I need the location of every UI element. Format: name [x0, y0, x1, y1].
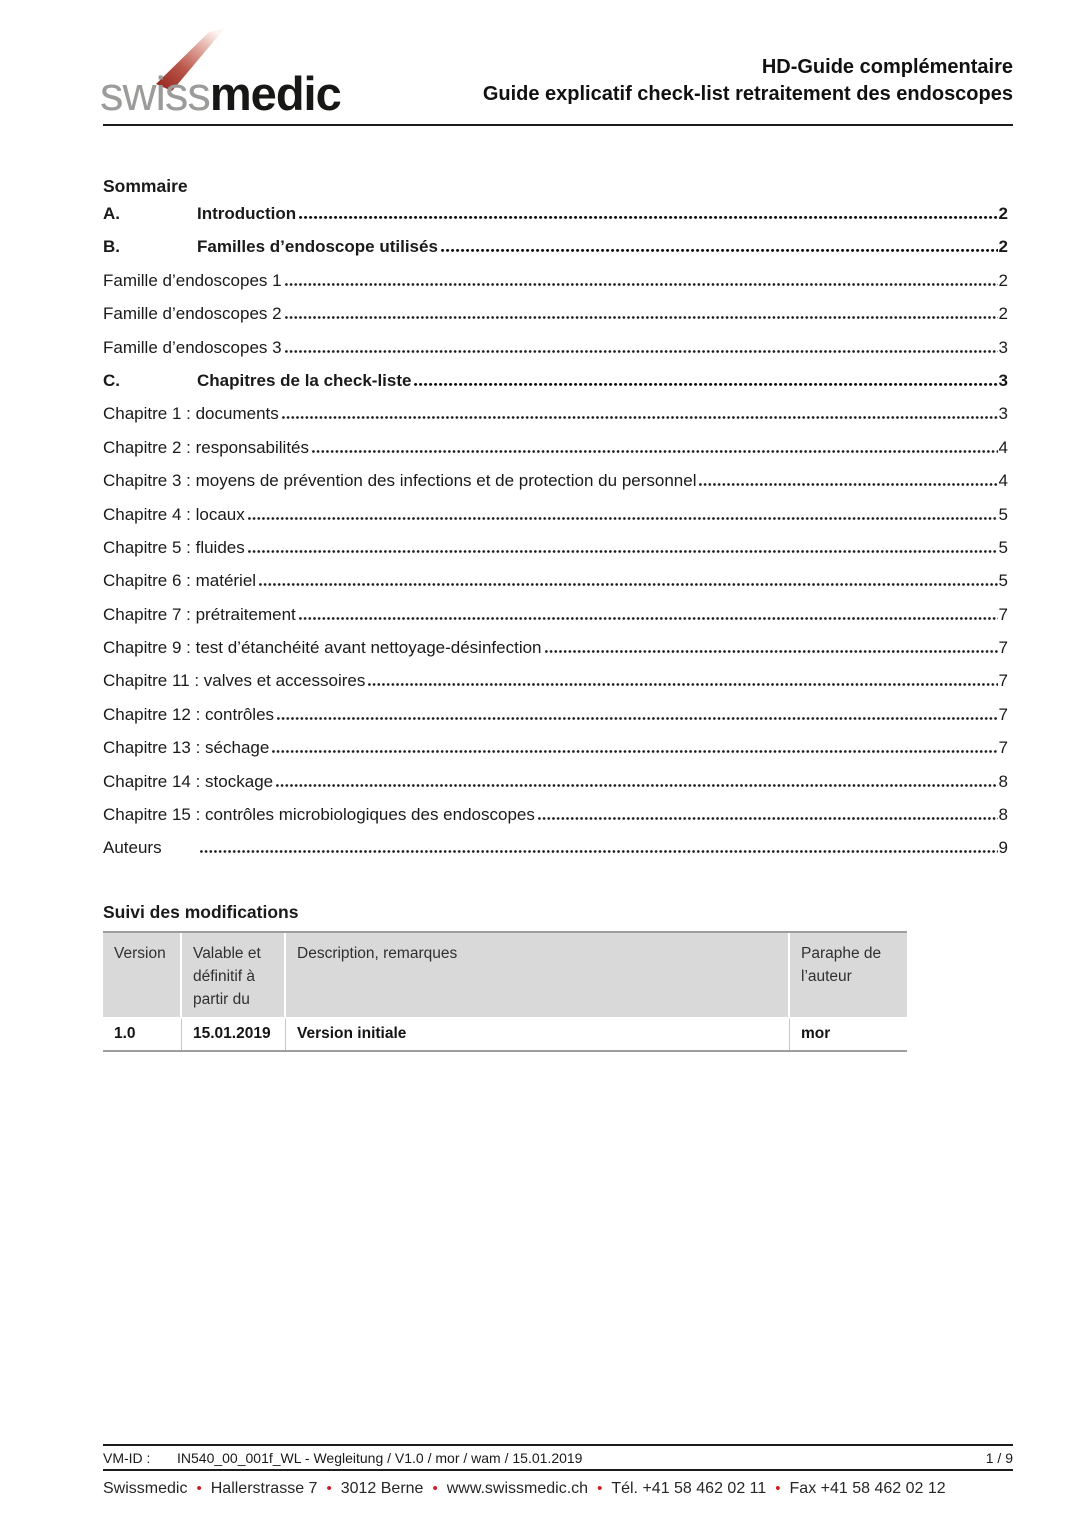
toc-leader-dots: [299, 216, 997, 219]
toc-entry-page: 2: [998, 304, 1008, 324]
toc-entry-title: Famille d’endoscopes 3: [103, 337, 282, 357]
toc-entry-page: 7: [998, 738, 1008, 758]
header-title-line1: HD-Guide complémentaire: [761, 56, 1013, 78]
toc-entry-label: B.: [103, 237, 120, 257]
toc-entry[interactable]: [103, 297, 1008, 330]
table-of-contents: [103, 176, 1008, 865]
toc-entry[interactable]: [103, 564, 1008, 597]
column-header-valid-from: Valable et définitif à partir du: [182, 933, 286, 1017]
footer-vm-id-row: [103, 1447, 1013, 1468]
address-street: Hallerstrasse 7: [210, 1480, 318, 1497]
column-header-description: Description, remarques: [286, 933, 790, 1017]
toc-entry[interactable]: [103, 264, 1008, 297]
address-city: 3012 Berne: [340, 1480, 424, 1497]
toc-leader-dots: [285, 316, 998, 319]
toc-leader-dots: [277, 717, 997, 720]
toc-leader-dots: [414, 383, 997, 386]
toc-entry-title: Chapitre 15 : contrôles microbiologiques des endoscopes: [103, 805, 535, 825]
toc-entry-page: 3: [998, 404, 1008, 424]
toc-heading: Sommaire: [103, 176, 188, 196]
toc-leader-dots: [299, 617, 998, 620]
toc-entry[interactable]: [103, 397, 1008, 430]
toc-entry-page: 8: [998, 805, 1008, 825]
toc-entry[interactable]: [103, 197, 1008, 230]
toc-leader-dots: [312, 450, 998, 453]
toc-entry[interactable]: [103, 731, 1008, 764]
toc-entry-page: 3: [998, 370, 1008, 390]
toc-entry-title: Chapitre 1 : documents: [103, 404, 279, 424]
toc-entry[interactable]: [103, 798, 1008, 831]
column-header-author-initials: Paraphe de l’auteur: [790, 933, 907, 1017]
toc-entry-page: 3: [998, 337, 1008, 357]
toc-entry-title: Famille d’endoscopes 1: [103, 270, 282, 290]
cell-valid-from: 15.01.2019: [182, 1019, 286, 1050]
toc-entry-page: 7: [998, 704, 1008, 724]
toc-leader-dots: [538, 817, 998, 820]
vm-id-label: VM-ID :: [103, 1449, 151, 1466]
toc-leader-dots: [259, 583, 997, 586]
toc-entry-label: C.: [103, 370, 120, 390]
header-rule: [103, 124, 1013, 126]
toc-entry[interactable]: [103, 230, 1008, 263]
toc-entry[interactable]: [103, 831, 1008, 864]
bullet-separator-icon: •: [196, 1480, 202, 1497]
modifications-table: [103, 931, 907, 1052]
bullet-separator-icon: •: [775, 1480, 781, 1497]
toc-entry-page: 9: [998, 838, 1008, 858]
toc-leader-dots: [441, 249, 998, 252]
page-indicator: 1 / 9: [985, 1449, 1013, 1466]
table-header-row: [103, 933, 907, 1017]
footer-rule-top: [103, 1444, 1013, 1446]
toc-entry-title: Famille d’endoscopes 2: [103, 304, 282, 324]
address-website-link[interactable]: www.swissmedic.ch: [446, 1480, 589, 1497]
toc-entry-title: Chapitre 6 : matériel: [103, 571, 257, 591]
toc-entry[interactable]: [103, 664, 1008, 697]
cell-version: 1.0: [103, 1019, 182, 1050]
toc-entry-title: Chapitres de la check-liste: [197, 370, 412, 390]
column-header-version: Version: [103, 933, 182, 1017]
toc-entry-title: Chapitre 5 : fluides: [103, 537, 245, 557]
toc-entry[interactable]: [103, 464, 1008, 497]
cell-author-initials: mor: [801, 1025, 831, 1042]
address-fax: Fax +41 58 462 02 12: [789, 1480, 946, 1497]
logo-text-medic: medic: [209, 67, 341, 120]
toc-entry-page: 7: [998, 638, 1008, 658]
footer-rule-bottom: [103, 1469, 1013, 1471]
toc-entry[interactable]: [103, 331, 1008, 364]
toc-entry-title: Chapitre 13 : séchage: [103, 738, 270, 758]
toc-entry[interactable]: [103, 765, 1008, 798]
toc-entry-title: Introduction: [197, 204, 297, 223]
modifications-heading: Suivi des modifications: [103, 902, 299, 922]
vm-id-value: IN540_00_001f_WL - Wegleitung / V1.0 / mor / wam / 15.01.2019: [177, 1449, 583, 1466]
toc-entry-title: Chapitre 7 : prétraitement: [103, 604, 296, 624]
toc-entry[interactable]: [103, 498, 1008, 531]
toc-entry-label: A.: [103, 204, 120, 223]
header-title-line2: Guide explicatif check-list retraitement des endoscopes: [482, 83, 1013, 105]
toc-leader-dots: [272, 750, 997, 753]
toc-leader-dots: [248, 517, 998, 520]
toc-entry-title: Familles d’endoscope utilisés: [197, 237, 438, 257]
toc-leader-dots: [248, 550, 998, 553]
toc-entry-title: Chapitre 12 : contrôles: [103, 704, 275, 724]
cell-description: Version initiale: [286, 1019, 790, 1050]
toc-entry-page: 8: [998, 771, 1008, 791]
toc-entry-page: 2: [998, 270, 1008, 290]
toc-leader-dots: [699, 483, 997, 486]
bullet-separator-icon: •: [432, 1480, 438, 1497]
footer-address-row: [103, 1480, 1013, 1498]
toc-entry-page: 2: [998, 204, 1008, 223]
toc-entry-page: 2: [998, 237, 1008, 257]
toc-entry-title: Chapitre 9 : test d’étanchéité avant nettoyage-désinfection: [103, 638, 542, 658]
toc-entry[interactable]: [103, 364, 1008, 397]
toc-entry-title: Chapitre 14 : stockage: [103, 771, 274, 791]
bullet-separator-icon: •: [326, 1480, 332, 1497]
toc-entry-page: 5: [998, 504, 1008, 524]
toc-entry-title: Chapitre 11 : valves et accessoires: [103, 671, 366, 691]
document-header-title: [483, 54, 1013, 108]
toc-entry-page: 7: [998, 604, 1008, 624]
toc-leader-dots: [285, 350, 998, 353]
toc-entry[interactable]: [103, 631, 1008, 664]
toc-entry-title: Chapitre 3 : moyens de prévention des infections et de protection du personnel: [103, 471, 697, 491]
toc-entry-page: 7: [998, 671, 1008, 691]
table-row: [103, 1019, 907, 1052]
toc-leader-dots: [276, 784, 997, 787]
toc-entry[interactable]: [103, 431, 1008, 464]
toc-entry[interactable]: [103, 598, 1008, 631]
toc-entry[interactable]: [103, 698, 1008, 731]
toc-entry[interactable]: [103, 531, 1008, 564]
toc-entry-page: 5: [998, 571, 1008, 591]
toc-leader-dots: [200, 850, 998, 853]
toc-leader-dots: [545, 650, 998, 653]
bullet-separator-icon: •: [597, 1480, 603, 1497]
toc-leader-dots: [285, 283, 998, 286]
toc-leader-dots: [368, 683, 997, 686]
logo-text-swiss: swiss: [100, 67, 210, 120]
address-company: Swissmedic: [103, 1480, 188, 1497]
toc-leader-dots: [282, 416, 998, 419]
toc-entry-title: Auteurs: [103, 838, 162, 858]
address-phone: Tél. +41 58 462 02 11: [611, 1480, 767, 1497]
swissmedic-logo: [100, 67, 341, 120]
toc-entry-title: Chapitre 4 : locaux: [103, 504, 245, 524]
toc-entry-title: Chapitre 2 : responsabilités: [103, 437, 310, 457]
toc-entry-page: 5: [998, 537, 1008, 557]
toc-entry-page: 4: [998, 437, 1008, 457]
toc-entry-page: 4: [998, 471, 1008, 491]
